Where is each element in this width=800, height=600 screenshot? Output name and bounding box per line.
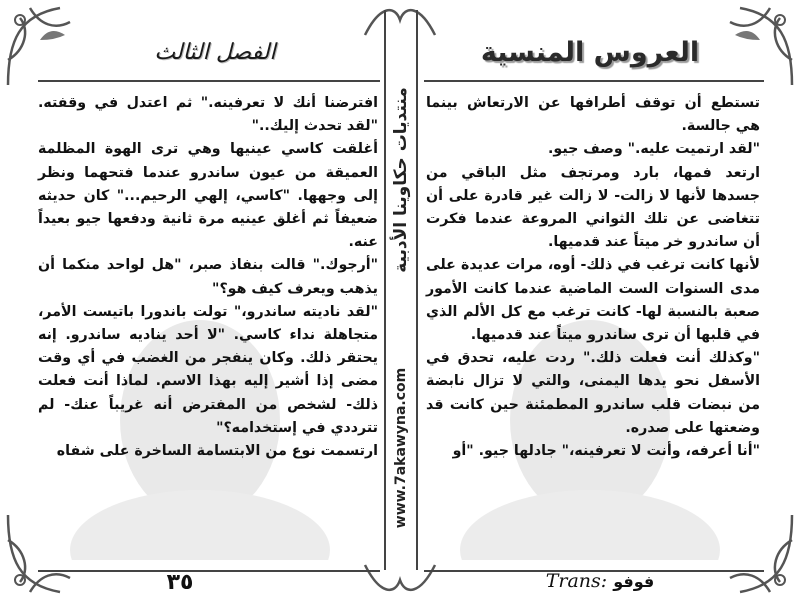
book-title: العروس المنسية (480, 36, 700, 68)
corner-ornament-bottom-left-icon (0, 510, 90, 600)
spine-ornament-bottom-icon (360, 560, 440, 600)
spine-border-right (416, 10, 418, 570)
paragraph: ارتعد فمها، بارد ومرتجف مثل الباقي من جسدها لأنها لا زالت- لا زالت غير قادرة على أن تتغاضى عن تلك الثواني المروعة عندما فكرت أن ساندرو خر ميتاً عند قدميها. (426, 164, 760, 251)
paragraph: أغلقت كاسي عينيها وهي ترى الهوة المظلمة العميقة من عيون ساندرو عندما فتحهما ونظر إلى وجهها. "كاسي، إلهي الرحيم..." كان حديثه ضعيفاً ثم أغلق عينيه مرة ثانية ودفعها جيو بعيداً عنه. (38, 141, 378, 251)
spine-border-left (384, 10, 386, 570)
left-page-text (38, 92, 378, 463)
paragraph: "أرجوك." قالت بنفاذ صبر، "هل لواحد منكما أن يذهب ويعرف كيف هو؟" (38, 257, 378, 297)
corner-ornament-bottom-right-icon (710, 510, 800, 600)
right-page-text (426, 92, 760, 463)
translator-credit (500, 570, 700, 592)
book-heading (440, 24, 740, 80)
paragraph: لأنها كانت ترغب في ذلك- أوه، مرات عديدة على مدى السنوات الست الماضية عندما كانت الأمور صعبة بالنسبة لها- كانت ترغب مع كل الألم الذي في قلبها أن ترى ساندرو ميتاً عند قدميها. (426, 257, 760, 344)
paragraph: "أنا أعرفه، وأنت لا تعرفينه،" جادلها جيو. "أو (452, 443, 760, 460)
chapter-heading (70, 24, 360, 80)
chapter-title: الفصل الثالث (154, 39, 276, 65)
header-divider-right (424, 80, 764, 82)
translator-label: Trans: (545, 570, 608, 592)
paragraph: افترضنا أنك لا تعرفينه." ثم اعتدل في وقفته. "لقد تحدث إليك.." (38, 95, 378, 135)
paragraph: ارتسمت نوع من الابتسامة الساخرة على شفاه (56, 443, 378, 460)
paragraph: "لقد ارتميت عليه." وصف جيو. (548, 141, 760, 158)
paragraph: "لقد ناديته ساندرو،" تولت باندورا باتيست الأمر، متجاهلة نداء كاسي. "لا أحد يناديه ساندرو. إنه يحتقر ذلك. وكان ينفجر من الغضب في أي وقت مضى إذا أشير إليه بهذا الاسم. لماذا أنت فعلت ذلك- لشخص من المفترض أنه غريباً عنك- لم تترددي في إستخدامه؟" (38, 303, 378, 436)
paragraph: تستطع أن توقف أطرافها عن الارتعاش بينما هي جالسة. (426, 95, 760, 135)
header-divider-left (38, 80, 380, 82)
translator-name: فوفو (613, 572, 655, 591)
forum-name: منتديات حكاوينا الأدبية (391, 87, 411, 273)
forum-url: www.7akawyna.com (393, 367, 409, 529)
spine-ornament-top-icon (360, 0, 440, 40)
paragraph: "وكذلك أنت فعلت ذلك." ردت عليه، تحدق في الأسفل نحو يدها اليمنى، والتي لا تزال نابضة من نبضات قلب ساندرو المطمئنة حين كانت قد وضعتها على صدره. (426, 350, 760, 436)
page-number: ٣٥ (166, 570, 194, 595)
